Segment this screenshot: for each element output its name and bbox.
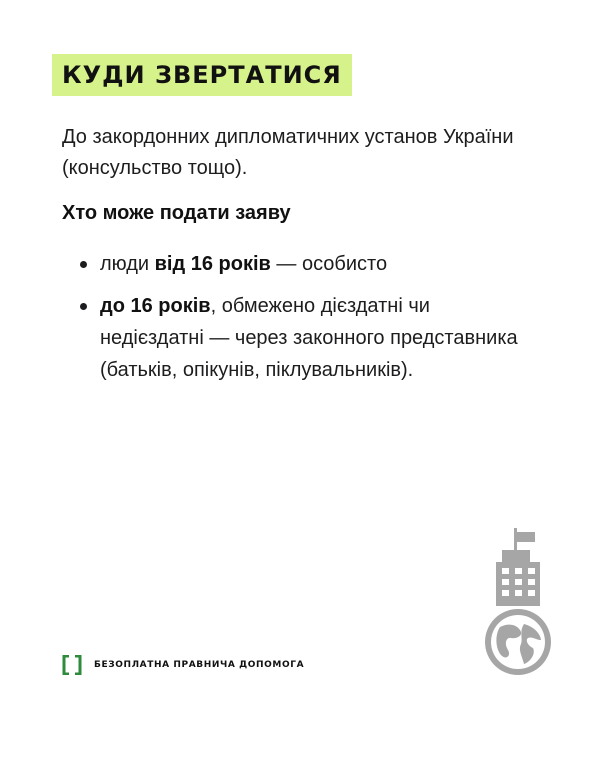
list-item-text: люди <box>100 253 155 275</box>
embassy-illustration <box>478 528 558 678</box>
eligibility-list <box>72 248 532 396</box>
organization-name: БЕЗОПЛАТНА ПРАВНИЧА ДОПОМОГА <box>94 660 305 670</box>
section-heading: Хто може подати заяву <box>62 202 291 224</box>
list-item <box>72 290 532 386</box>
bullet-icon <box>80 261 87 268</box>
globe-icon <box>485 609 551 675</box>
list-item <box>72 248 532 280</box>
bullet-icon <box>80 303 87 310</box>
flag-icon <box>514 528 535 550</box>
intro-paragraph: До закордонних дипломатичних установ України (консульство тощо). <box>62 126 514 179</box>
list-item-text: — особисто <box>270 253 388 275</box>
title-highlight <box>52 54 352 96</box>
list-item-emphasis: від 16 років <box>154 253 271 275</box>
bracket-logo-icon <box>62 655 82 675</box>
list-item-text: , обмежено дієздатні чи недієздатні — через законного представника (батьків, опікунів, піклувальників). <box>100 295 518 381</box>
footer-brand <box>62 655 304 675</box>
embassy-building-icon <box>496 550 540 606</box>
list-item-emphasis: до 16 років <box>100 295 211 317</box>
page-title: КУДИ ЗВЕРТАТИСЯ <box>62 61 342 89</box>
